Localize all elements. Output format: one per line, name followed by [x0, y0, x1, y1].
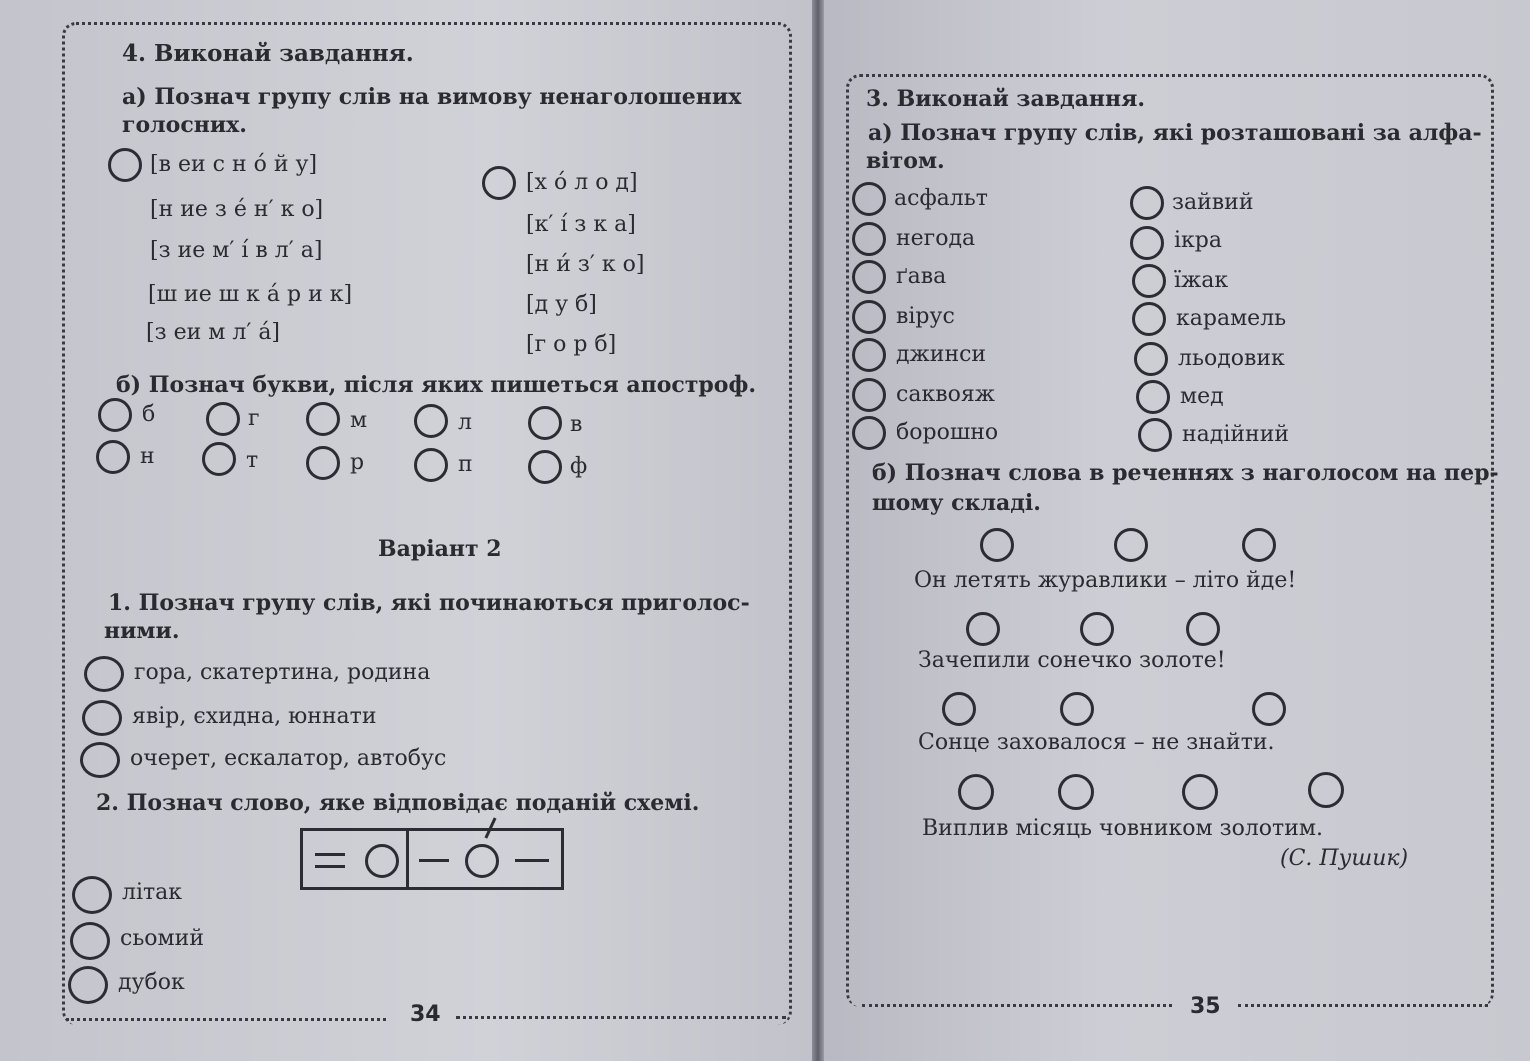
- task1-option: явір, єхидна, юннати: [132, 704, 377, 729]
- letter-radio[interactable]: [206, 402, 240, 436]
- col2-circle: [1132, 302, 1166, 336]
- col1-circle: [852, 338, 886, 372]
- group2-word: [н и́ з′ к о]: [526, 252, 645, 277]
- group2-word: [к′ і́ з к а]: [526, 212, 636, 237]
- task2-radio[interactable]: [68, 966, 108, 1004]
- sentence: Виплив місяць човником золотим.: [922, 816, 1323, 841]
- task4-title: 4. Виконай завдання.: [122, 40, 414, 67]
- letter-label: п: [458, 452, 473, 477]
- right-page-number: 35: [1190, 994, 1221, 1019]
- task2-title: 2. Познач слово, яке відповідає поданій схемі.: [96, 790, 700, 816]
- book-spine: [812, 0, 824, 1061]
- col2-circle: [1132, 264, 1166, 298]
- task2-radio[interactable]: [72, 876, 112, 914]
- task3-a-line1: а) Познач групу слів, які розташовані за алфа-: [868, 120, 1482, 146]
- col2-word: їжак: [1174, 268, 1229, 293]
- group1-word: [з ие м′ і́ в л′ а]: [150, 238, 323, 263]
- task3-b-line2: шому складі.: [872, 490, 1041, 516]
- col2-circle: [1130, 226, 1164, 260]
- group1-word: [ш ие ш к а́ р и к]: [148, 282, 353, 307]
- col1-word: асфальт: [894, 186, 988, 211]
- letter-radio[interactable]: [306, 402, 340, 436]
- sentence: Сонце заховалося – не знайти.: [918, 730, 1275, 755]
- letter-label: м: [350, 408, 368, 433]
- task1-radio[interactable]: [82, 700, 122, 736]
- letter-label: б: [142, 402, 156, 427]
- col1-radio[interactable]: [852, 182, 886, 216]
- task4-a-line2: голосних.: [122, 112, 247, 138]
- task1-option: гора, скатертина, родина: [134, 660, 431, 685]
- col1-circle: [852, 222, 886, 256]
- stress-radio[interactable]: [1114, 528, 1148, 562]
- letter-radio[interactable]: [414, 448, 448, 482]
- col1-word: негода: [896, 226, 976, 251]
- col2-word: льодовик: [1178, 346, 1285, 371]
- letter-radio[interactable]: [414, 404, 448, 438]
- stress-radio[interactable]: [980, 528, 1014, 562]
- word-scheme: [300, 828, 564, 890]
- group1-word: [н ие з е́ н′ к о]: [150, 197, 324, 222]
- group1-radio[interactable]: [108, 148, 142, 182]
- task1-radio[interactable]: [80, 742, 120, 778]
- letter-label: в: [570, 412, 583, 437]
- stress-radio[interactable]: [966, 612, 1000, 646]
- col2-word: зайвий: [1172, 190, 1254, 215]
- stress-radio[interactable]: [958, 774, 994, 810]
- col1-word: борошно: [896, 420, 999, 445]
- letter-label: т: [246, 448, 259, 473]
- task3-title: 3. Виконай завдання.: [866, 86, 1146, 112]
- letter-radio[interactable]: [528, 406, 562, 440]
- group2-word: [х о́ л о д]: [526, 170, 638, 195]
- letter-label: ф: [570, 454, 588, 479]
- task1-option: очерет, ескалатор, автобус: [130, 746, 447, 771]
- group2-radio[interactable]: [482, 166, 516, 200]
- task4-a-line1: а) Познач групу слів на вимову ненаголошених: [122, 84, 742, 110]
- left-footer-line: [66, 1018, 386, 1021]
- letter-radio[interactable]: [202, 442, 236, 476]
- col2-circle: [1134, 342, 1168, 376]
- letter-label: н: [140, 444, 155, 469]
- col1-circle: [852, 416, 886, 450]
- task3-b-line1: б) Познач слова в реченнях з наголосом на пер-: [872, 460, 1499, 486]
- task1-title-line2: ними.: [104, 618, 180, 644]
- col2-word: мед: [1180, 384, 1224, 409]
- stress-radio[interactable]: [1080, 612, 1114, 646]
- right-footer-line: [862, 1004, 1172, 1007]
- stress-radio[interactable]: [1252, 692, 1286, 726]
- group2-word: [д у б]: [526, 292, 597, 317]
- left-footer-line: [456, 1016, 786, 1019]
- col1-word: джинси: [896, 342, 987, 367]
- col2-circle: [1136, 380, 1170, 414]
- stress-radio[interactable]: [1308, 772, 1344, 808]
- variant-title: Варіант 2: [378, 536, 502, 562]
- task1-radio[interactable]: [84, 656, 124, 692]
- col2-word: надійний: [1182, 422, 1290, 447]
- stress-radio[interactable]: [1186, 612, 1220, 646]
- right-footer-line: [1238, 1004, 1488, 1007]
- stress-radio[interactable]: [1060, 692, 1094, 726]
- col2-word: карамель: [1176, 306, 1287, 331]
- letter-radio[interactable]: [98, 398, 132, 432]
- stress-radio[interactable]: [942, 692, 976, 726]
- letter-radio[interactable]: [306, 446, 340, 480]
- group1-word: [в еи с н о́ й у]: [150, 152, 318, 177]
- sentence: Зачепили сонечко золоте!: [918, 648, 1226, 673]
- col2-circle: [1138, 418, 1172, 452]
- letter-radio[interactable]: [528, 450, 562, 484]
- task2-radio[interactable]: [70, 922, 110, 960]
- col1-circle: [852, 260, 886, 294]
- letter-label: л: [458, 410, 472, 435]
- task2-option: дубок: [118, 970, 185, 995]
- group2-word: [г о р б]: [526, 332, 617, 357]
- sentence: Он летять журавлики – літо йде!: [914, 568, 1297, 593]
- group1-word: [з еи м л′ а́]: [146, 320, 281, 345]
- author: (С. Пушик): [1280, 846, 1409, 871]
- task3-a-line2: вітом.: [866, 148, 945, 174]
- col2-word: ікра: [1174, 228, 1222, 253]
- task2-option: сьомий: [120, 926, 204, 951]
- letter-label: г: [248, 406, 260, 431]
- task4-b-title: б) Познач букви, після яких пишеться апостроф.: [116, 372, 756, 398]
- letter-radio[interactable]: [96, 440, 130, 474]
- col1-word: ґава: [896, 264, 947, 289]
- col1-word: вірус: [896, 304, 955, 329]
- stress-radio[interactable]: [1242, 528, 1276, 562]
- col1-circle: [852, 300, 886, 334]
- left-page-number: 34: [410, 1002, 441, 1027]
- letter-label: р: [350, 450, 365, 475]
- col2-radio[interactable]: [1130, 186, 1164, 220]
- col1-word: саквояж: [896, 382, 995, 407]
- stress-radio[interactable]: [1058, 774, 1094, 810]
- stress-radio[interactable]: [1182, 774, 1218, 810]
- col1-circle: [852, 378, 886, 412]
- task1-title-line1: 1. Познач групу слів, які починаються приголос-: [108, 590, 750, 616]
- task2-option: літак: [122, 880, 183, 905]
